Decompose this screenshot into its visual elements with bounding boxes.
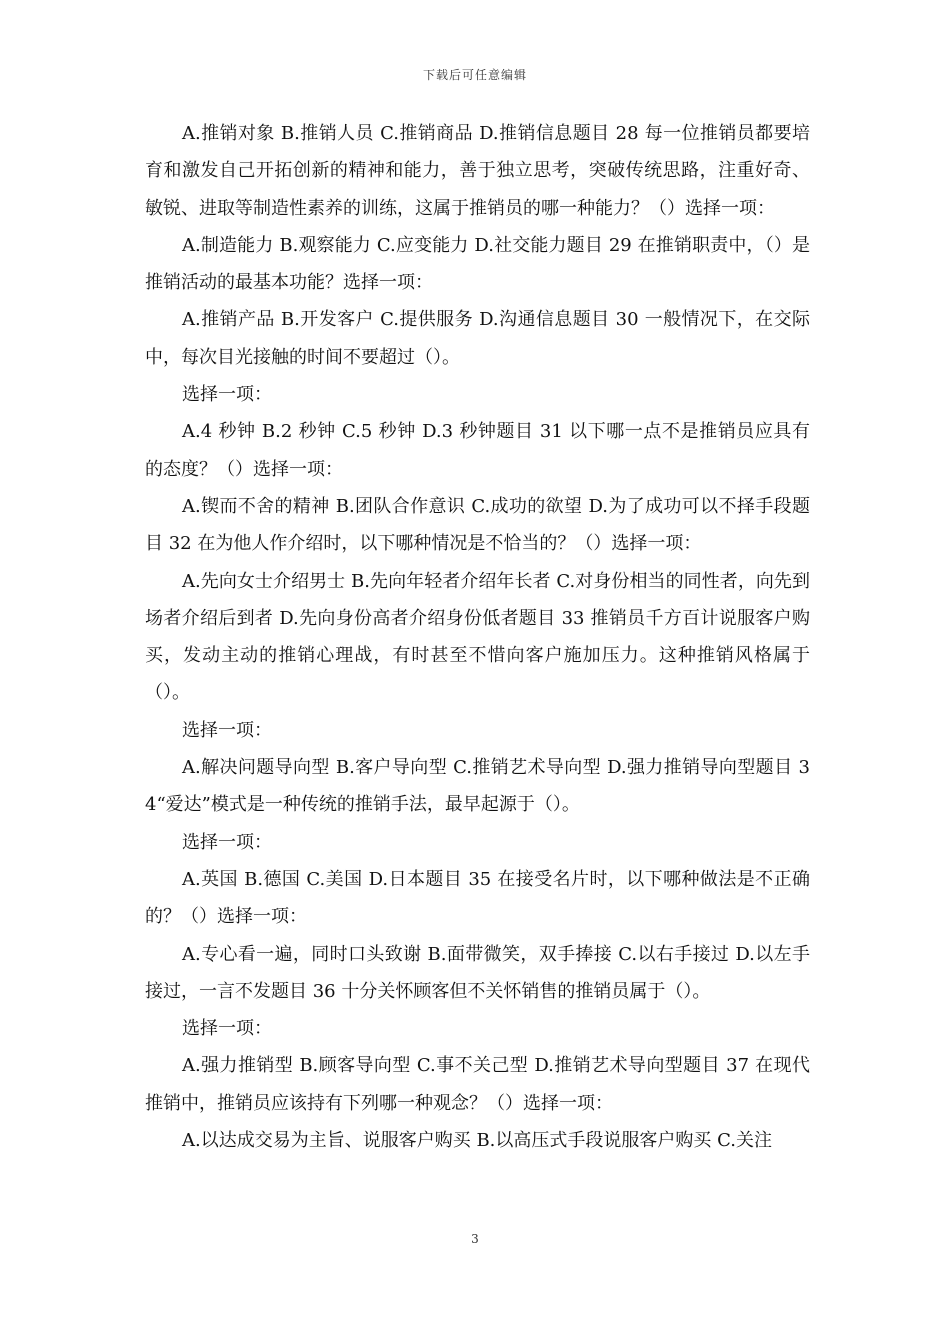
page-number: 3 (471, 1232, 479, 1246)
paragraph: 选择一项： (182, 384, 272, 406)
paragraph: A.推销对象 B.推销人员 C.推销商品 D.推销信息题目 28 每一位推销员都要培育和激发自己开拓创新的精神和能力，善于独立思考，突破传统思路，注重好奇、敏锐、进取等制造性素养的训练，这属于推销员的哪一种能力？（）选择一项： (145, 123, 810, 219)
paragraph: A.专心看一遍，同时口头致谢 B.面带微笑，双手捧接 C.以右手接过 D.以左手接过，一言不发题目 36 十分关怀顾客但不关怀销售的推销员属于（）。 (145, 943, 810, 1002)
paragraph: A.先向女士介绍男士 B.先向年轻者介绍年长者 C.对身份相当的同性者，向先到场者介绍后到者 D.先向身份高者介绍身份低者题目 33 推销员千方百计说服客户购买，发动主动的推销心理战，有时甚至不惜向客户施加压力。这种推销风格属于（）。 (145, 570, 810, 704)
paragraph: 选择一项： (182, 1018, 272, 1040)
paragraph: A.以达成交易为主旨、说服客户购买 B.以高压式手段说服客户购买 C.关注 (182, 1130, 772, 1152)
paragraph: 选择一项： (182, 831, 272, 853)
paragraph: A.4 秒钟 B.2 秒钟 C.5 秒钟 D.3 秒钟题目 31 以下哪一点不是推销员应具有的态度？（）选择一项： (145, 421, 810, 480)
paragraph: A.英国 B.德国 C.美国 D.日本题目 35 在接受名片时，以下哪种做法是不正确的？（）选择一项： (145, 868, 810, 928)
document-body (145, 115, 810, 1159)
paragraph: A.强力推销型 B.顾客导向型 C.事不关己型 D.推销艺术导向型题目 37 在现代推销中，推销员应该持有下列哪一种观念？（）选择一项： (145, 1055, 810, 1114)
paragraph: A.解决问题导向型 B.客户导向型 C.推销艺术导向型 D.强力推销导向型题目 34“爱达”模式是一种传统的推销手法，最早起源于（）。 (145, 757, 810, 816)
page-header: 下载后可任意编辑 (422, 68, 527, 82)
paragraph: A.制造能力 B.观察能力 C.应变能力 D.社交能力题目 29 在推销职责中，（）是推销活动的最基本功能？选择一项： (145, 234, 810, 294)
paragraph: A.推销产品 B.开发客户 C.提供服务 D.沟通信息题目 30 一般情况下，在交际中，每次目光接触的时间不要超过（）。 (145, 309, 810, 368)
paragraph: 选择一项： (182, 719, 272, 741)
paragraph: A.锲而不舍的精神 B.团队合作意识 C.成功的欲望 D.为了成功可以不择手段题目 32 在为他人作介绍时，以下哪种情况是不恰当的？（）选择一项： (145, 495, 810, 555)
